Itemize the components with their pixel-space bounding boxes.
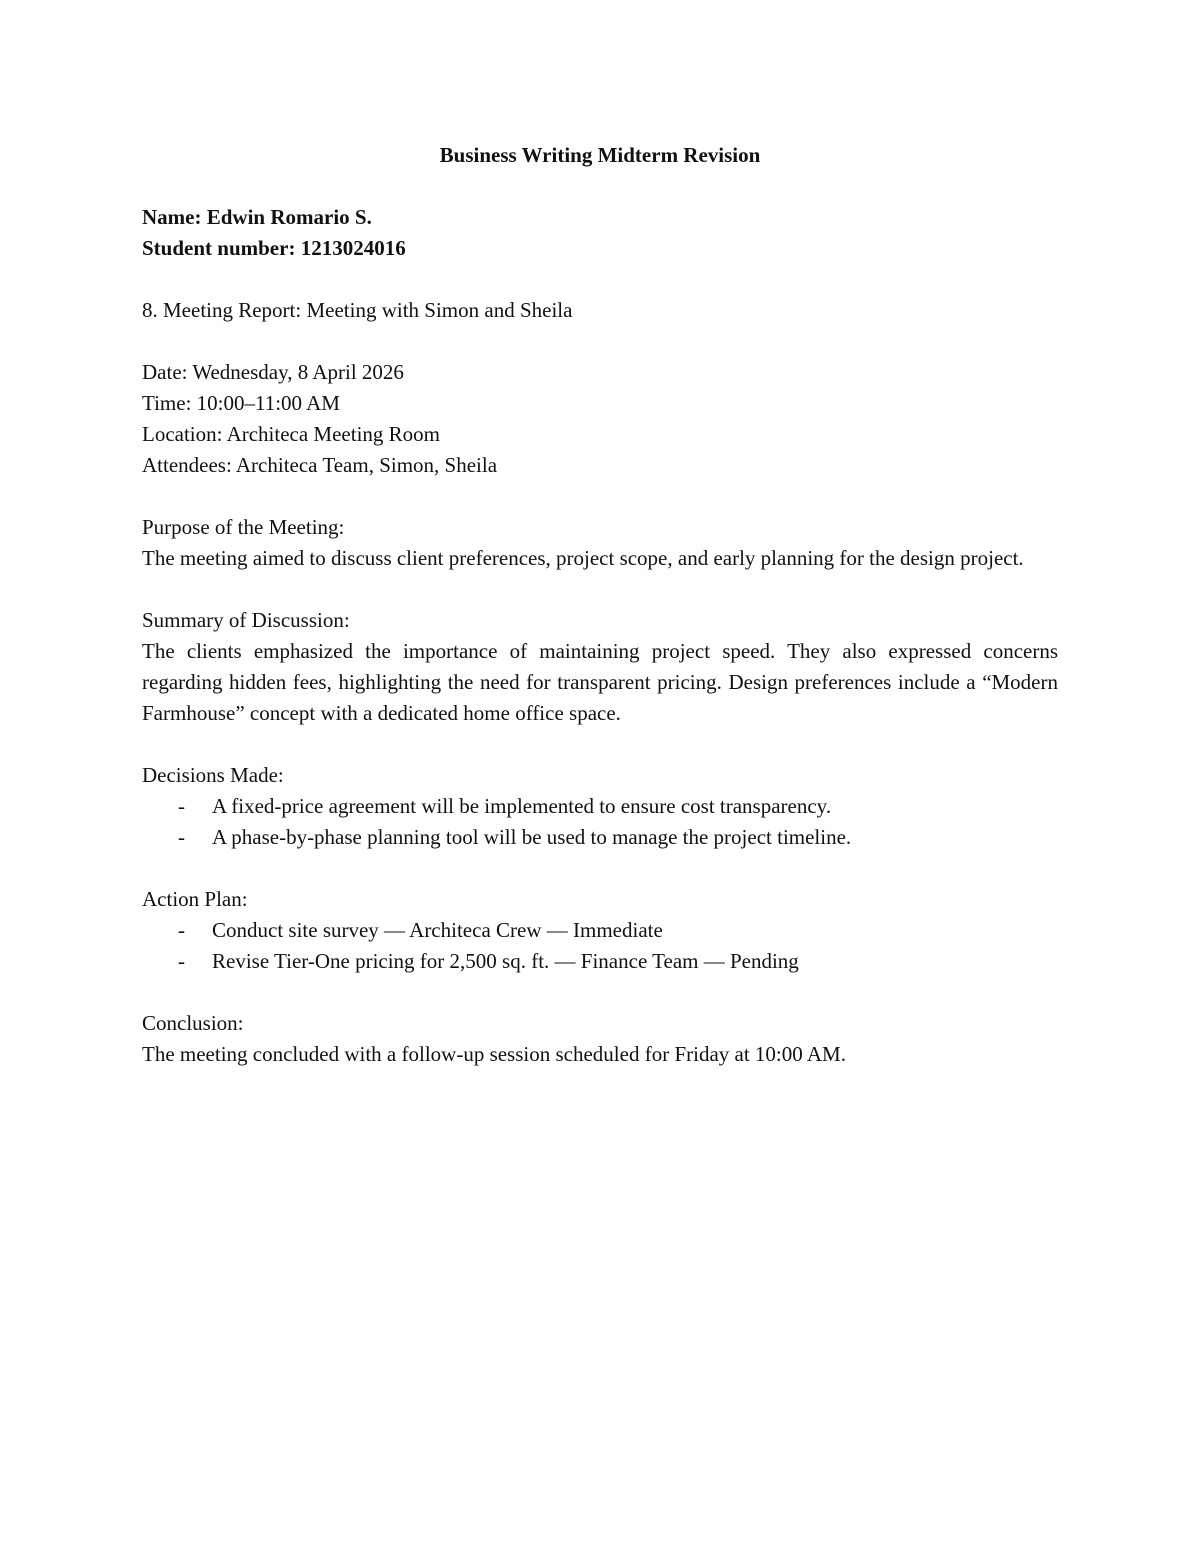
decisions-heading: Decisions Made: <box>142 763 284 787</box>
spacer <box>142 264 1058 295</box>
list-item-text: A phase-by-phase planning tool will be used to manage the project timeline. <box>212 825 852 849</box>
meeting-attendees: Attendees: Architeca Team, Simon, Sheila <box>142 453 498 477</box>
list-bullet: - <box>178 825 185 849</box>
spacer <box>142 326 1058 357</box>
student-number-line: Student number: 1213024016 <box>142 236 406 260</box>
purpose-section <box>142 512 1058 574</box>
list-item <box>142 791 1058 822</box>
purpose-heading: Purpose of the Meeting: <box>142 515 345 539</box>
meeting-date: Date: Wednesday, 8 April 2026 <box>142 360 404 384</box>
decisions-section <box>142 760 1058 853</box>
summary-heading: Summary of Discussion: <box>142 608 350 632</box>
list-item <box>142 946 1058 977</box>
name-line: Name: Edwin Romario S. <box>142 205 372 229</box>
report-heading: 8. Meeting Report: Meeting with Simon and Sheila <box>142 298 573 322</box>
meeting-details <box>142 357 1058 481</box>
document-title: Business Writing Midterm Revision <box>439 143 761 167</box>
list-item-text: A fixed-price agreement will be implemented to ensure cost transparency. <box>212 794 832 818</box>
meeting-time: Time: 10:00–11:00 AM <box>142 391 340 415</box>
conclusion-text: The meeting concluded with a follow-up session scheduled for Friday at 10:00 AM. <box>142 1042 846 1066</box>
document-body <box>142 140 1058 1070</box>
decisions-list <box>142 791 1058 853</box>
spacer <box>142 977 1058 1008</box>
action-plan-section <box>142 884 1058 977</box>
conclusion-section <box>142 1008 1058 1070</box>
summary-text: The clients emphasized the importance of maintaining project speed. They also expressed concerns regarding hidden fees, highlighting the need for transparent pricing. Design preferences include a “Modern Farmhouse” concept with a dedicated home office space. <box>142 639 1058 725</box>
meeting-location: Location: Architeca Meeting Room <box>142 422 440 446</box>
conclusion-heading: Conclusion: <box>142 1011 244 1035</box>
list-item-text: Revise Tier-One pricing for 2,500 sq. ft. — Finance Team — Pending <box>212 949 799 973</box>
action-plan-list <box>142 915 1058 977</box>
list-bullet: - <box>178 918 185 942</box>
spacer <box>142 574 1058 605</box>
list-item <box>142 822 1058 853</box>
list-item-text: Conduct site survey — Architeca Crew — Immediate <box>212 918 663 942</box>
spacer <box>142 853 1058 884</box>
spacer <box>142 481 1058 512</box>
list-item <box>142 915 1058 946</box>
purpose-text: The meeting aimed to discuss client preferences, project scope, and early planning for the design project. <box>142 546 1024 570</box>
action-plan-heading: Action Plan: <box>142 887 248 911</box>
spacer <box>142 729 1058 760</box>
list-bullet: - <box>178 794 185 818</box>
list-bullet: - <box>178 949 185 973</box>
summary-section <box>142 605 1058 729</box>
